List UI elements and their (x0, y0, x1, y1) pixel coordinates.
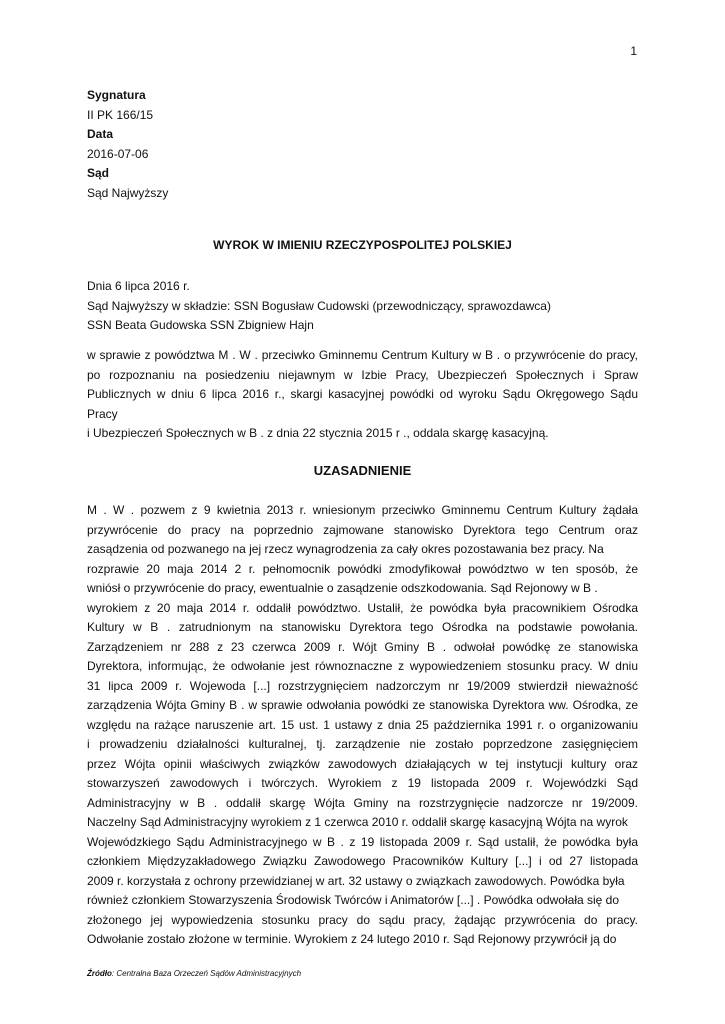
ruling-line: Publicznych w dniu 6 lipca 2016 r., skargi kasacyjnej powódki od wyroku Sądu Okręgowego Sądu Pracy (87, 387, 638, 421)
body-line: przywrócenie do pracy na poprzednio zajmowane stanowisko Dyrektora tego Centrum oraz (87, 522, 638, 537)
body-line: 2009 r. korzystała z ochrony przewidzianej w art. 32 ustawy o związkach zawodowych. Powódka była (87, 873, 625, 888)
source-footer (87, 969, 301, 978)
date-label: Data (87, 127, 114, 141)
body-line: Administracyjny w B . oddalił skargę Wójta Gminy na rozstrzygnięcie nadzorcze nr 19/2009. (87, 795, 638, 810)
body-line: wyrokiem z 20 maja 2014 r. oddalił powództwo. Ustalił, że powódka była pracownikiem Ośrodka (87, 600, 638, 615)
intro-line: SSN Beata Gudowska SSN Zbigniew Hajn (87, 318, 314, 332)
page-number: 1 (630, 44, 637, 58)
body-line: Wojewódzkiego Sądu Administracyjnego w B . z 19 listopada 2009 r. Sąd ustalił, że powódka była (87, 834, 638, 849)
body-line: wniósł o przywrócenie do pracy, ewentualnie o zasądzenie odszkodowania. Sąd Rejonowy w B . (87, 581, 598, 595)
body-line: rozprawie 20 maja 2014 2 r. pełnomocnik powódki zmodyfikował powództwo w ten sposób, że (87, 561, 638, 576)
body-line: względu na rażące naruszenie art. 15 ust. 1 ustawy z dnia 25 października 1991 r. o organizowaniu (87, 717, 638, 732)
ruling-line: po rozpoznaniu na posiedzeniu niejawnym w Izbie Pracy, Ubezpieczeń Społecznych i Spraw (87, 367, 638, 382)
ruling-line: w sprawie z powództwa M . W . przeciwko Gminnemu Centrum Kultury w B . o przywrócenie do pracy, (87, 348, 638, 362)
date-value: 2016-07-06 (87, 146, 149, 161)
body-line: 31 lipca 2009 r. Wojewoda [...] rozstrzygnięciem nadzorczym nr 19/2009 stwierdził nieważność (87, 678, 638, 693)
body-line: zasądzenia od pozwanego na jej rzecz wynagrodzenia za cały okres pozostawania bez pracy. Na (87, 542, 604, 556)
footer-label: Źródło (87, 969, 112, 978)
body-line: Odwołanie zostało złożone w terminie. Wyrokiem z 24 lutego 2010 r. Sąd Rejonowy przywrócił ją do (87, 932, 617, 946)
body-line: członkiem Międzyzakładowego Związku Zawodowego Pracowników Kultury [...] i od 27 listopada (87, 854, 638, 868)
reasons-body (87, 501, 638, 950)
court-label: Sąd (87, 166, 110, 180)
intro-line: Sąd Najwyższy w składzie: SSN Bogusław Cudowski (przewodniczący, sprawozdawca) (87, 298, 551, 313)
signature-label: Sygnatura (87, 88, 146, 102)
judgment-title: WYROK W IMIENIU RZECZYPOSPOLITEJ POLSKIEJ (213, 238, 512, 252)
body-line: M . W . pozwem z 9 kwietnia 2013 r. wniesionym przeciwko Gminnemu Centrum Kultury żądała (87, 503, 638, 517)
body-line: złożonego jej wypowiedzenia stosunku pracy do sądu pracy, żądając przywrócenia do pracy. (87, 912, 638, 927)
intro-line: Dnia 6 lipca 2016 r. (87, 279, 190, 293)
body-line: Naczelny Sąd Administracyjny wyrokiem z 1 czerwca 2010 r. oddalił skargę kasacyjną Wójta na wyrok (87, 815, 628, 829)
reasons-heading: UZASADNIENIE (313, 463, 412, 478)
body-line: również członkiem Stowarzyszenia Środowisk Twórców i Animatorów [...] . Powódka odwołała się do (87, 893, 620, 907)
body-line: Kultury w B . zatrudnionym na stanowisku Dyrektora tego Ośrodka na podstawie powołania. (87, 620, 638, 634)
body-line: Zarządzeniem nr 288 z 23 czerwca 2009 r. Wójt Gminy B . odwołał powódkę ze stanowiska (87, 639, 638, 654)
signature-value: II PK 166/15 (87, 107, 154, 122)
ruling-line: i Ubezpieczeń Społecznych w B . z dnia 22 stycznia 2015 r ., oddala skargę kasacyjną. (87, 426, 549, 440)
court-value: Sąd Najwyższy (87, 185, 169, 200)
footer-text: : Centralna Baza Orzeczeń Sądów Administracyjnych (111, 969, 302, 978)
body-line: Dyrektora, informując, że odwołanie jest równoznaczne z wypowiedzeniem stosunku pracy. W dniu (87, 659, 638, 673)
body-line: zarządzenia Wójta Gminy B . w sprawie odwołania powódki ze stanowiska Dyrektora ww. Ośrodka, ze (87, 698, 638, 712)
body-line: i prowadzeniu działalności kulturalnej, tj. zarządzenie nie zostało poprzedzone zasięgnięciem (87, 737, 638, 751)
body-line: stowarzyszeń zawodowych i twórczych. Wyrokiem z 19 listopada 2009 r. Wojewódzki Sąd (87, 776, 638, 790)
metadata-block (87, 86, 168, 203)
judgment-intro (87, 277, 638, 336)
ruling-paragraph (87, 346, 638, 444)
body-line: przez Wójta opinii właściwych związków zawodowych działających w tej instytucji kultury oraz (87, 756, 638, 771)
